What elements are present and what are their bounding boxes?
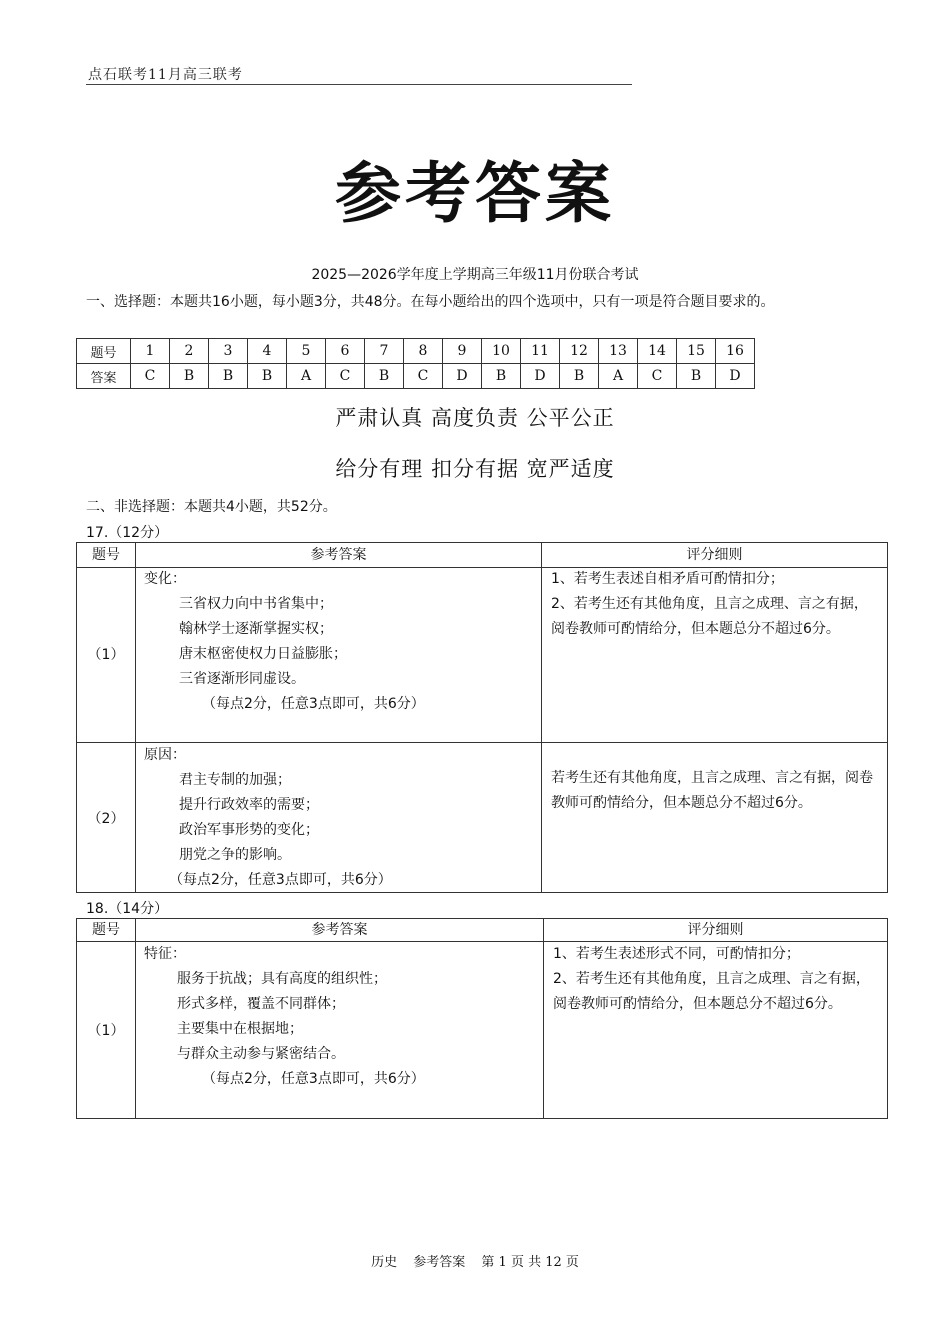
header-divider [86,84,632,85]
mc-number: 13 [599,339,638,364]
mc-answer-label: 答案 [77,364,131,389]
mc-answer: B [365,364,404,389]
page-footer [0,1251,950,1270]
answer-heading: 变化： [144,571,186,587]
mc-number: 8 [404,339,443,364]
mc-number: 14 [638,339,677,364]
q17-part1-number: （1） [87,647,125,663]
answer-point: 君主专制的加强； [179,772,291,788]
mc-answer: C [326,364,365,389]
q18-part1-number: （1） [87,1023,125,1039]
multiple-choice-answer-table [76,338,755,389]
answer-point: 与群众主动参与紧密结合。 [177,1046,345,1062]
mc-answer: D [521,364,560,389]
mc-answer: D [443,364,482,389]
q17-header-number: 题号 [92,547,120,563]
answer-point: 政治军事形势的变化； [179,822,319,838]
mc-answer: C [404,364,443,389]
page-header: 点石联考11月高三联考 [88,67,243,83]
answer-point: 服务于抗战；具有高度的组织性； [177,971,387,987]
answer-point: 提升行政效率的需要； [179,797,319,813]
q18-label: 18.（14分） [86,901,169,917]
q18-header-number: 题号 [92,922,120,938]
mc-number: 16 [716,339,755,364]
mc-number: 1 [131,339,170,364]
answer-heading: 原因： [144,747,186,763]
mc-answer: C [131,364,170,389]
q17-part1-criteria [551,567,881,642]
answer-point: 三省逐渐形同虚设。 [179,671,305,687]
q17-part2-answer [144,743,392,893]
answer-point: 朋党之争的影响。 [179,847,291,863]
q17-part2-criteria [551,766,881,816]
footer-doc: 参考答案 [413,1255,466,1270]
mc-answer: B [560,364,599,389]
mc-number: 10 [482,339,521,364]
motto-line-2: 给分有理 扣分有据 宽严适度 [335,457,615,481]
page-title: 参考答案 [335,154,615,232]
q17-part1-answer [144,567,425,717]
mc-number-row [77,339,755,364]
mc-number: 5 [287,339,326,364]
answer-point: 主要集中在根据地； [177,1021,303,1037]
mc-answer: A [287,364,326,389]
q17-header-criteria: 评分细则 [686,547,743,563]
mc-answer: B [677,364,716,389]
q18-header-criteria: 评分细则 [687,922,744,938]
q17-header-answer: 参考答案 [310,547,367,563]
criteria-item: 2、若考生还有其他角度，且言之成理、言之有据，阅卷教师可酌情给分，但本题总分不超过6分。 [551,596,868,637]
section1-intro: 一、选择题：本题共16小题，每小题3分，共48分。在每小题给出的四个选项中，只有一项是符合题目要求的。 [86,294,775,310]
mc-number: 7 [365,339,404,364]
mc-answer: D [716,364,755,389]
mc-number: 15 [677,339,716,364]
scoring-note: （每点2分，任意3点即可，共6分） [202,696,425,712]
q18-part1-answer [144,942,425,1092]
criteria-item: 若考生还有其他角度，且言之成理、言之有据，阅卷教师可酌情给分，但本题总分不超过6分。 [551,770,873,811]
q18-part1-criteria [553,942,883,1017]
q17-label: 17.（12分） [86,525,169,541]
q18-header-answer: 参考答案 [311,922,368,938]
mc-number: 6 [326,339,365,364]
q18-table [76,918,888,1119]
mc-number: 3 [209,339,248,364]
footer-page: 第 1 页 共 12 页 [481,1255,579,1270]
mc-number: 9 [443,339,482,364]
footer-subject: 历史 [371,1255,398,1270]
mc-answer-row [77,364,755,389]
motto-line-1: 严肃认真 高度负责 公平公正 [335,406,615,430]
mc-number-label: 题号 [77,339,131,364]
criteria-item: 1、若考生表述形式不同，可酌情扣分； [553,946,800,962]
mc-number: 12 [560,339,599,364]
mc-answer: C [638,364,677,389]
q17-part2-number: （2） [87,811,125,827]
answer-heading: 特征： [144,946,186,962]
mc-answer: B [482,364,521,389]
answer-point: 三省权力向中书省集中； [179,596,333,612]
mc-number: 2 [170,339,209,364]
section2-intro: 二、非选择题：本题共4小题，共52分。 [86,499,337,515]
mc-answer: B [170,364,209,389]
criteria-item: 1、若考生表述自相矛盾可酌情扣分； [551,571,784,587]
answer-point: 唐末枢密使权力日益膨胀； [179,646,347,662]
mc-answer: B [209,364,248,389]
mc-answer: B [248,364,287,389]
mc-number: 11 [521,339,560,364]
answer-point: 翰林学士逐渐掌握实权； [179,621,333,637]
scoring-note: （每点2分，任意3点即可，共6分） [202,1071,425,1087]
exam-title: 2025—2026学年度上学期高三年级11月份联合考试 [311,267,639,283]
answer-point: 形式多样，覆盖不同群体； [177,996,345,1012]
q17-table [76,542,888,893]
mc-number: 4 [248,339,287,364]
scoring-note: （每点2分，任意3点即可，共6分） [169,872,392,888]
criteria-item: 2、若考生还有其他角度，且言之成理、言之有据，阅卷教师可酌情给分，但本题总分不超过6分。 [553,971,870,1012]
mc-answer: A [599,364,638,389]
